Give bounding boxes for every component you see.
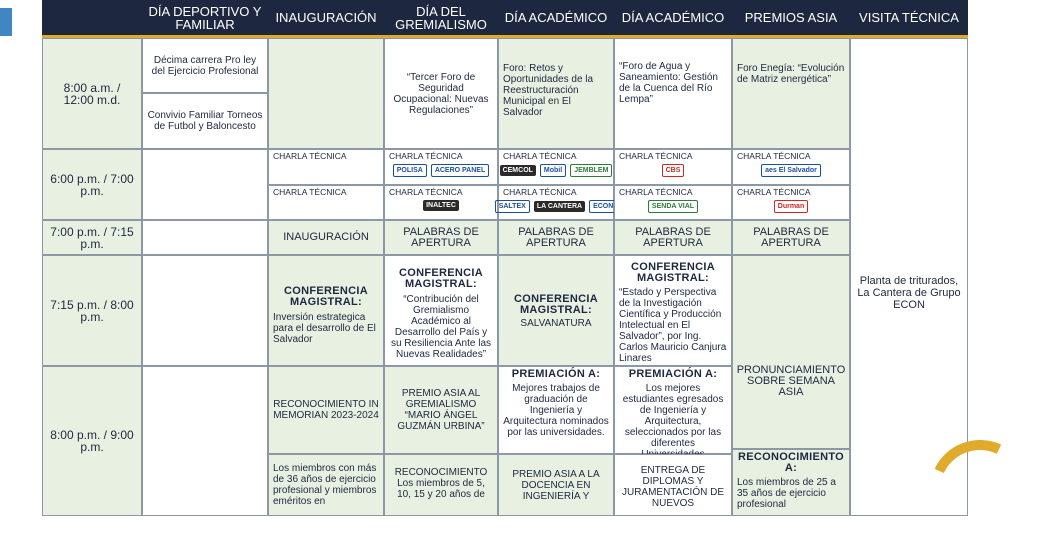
- mobil-logo: Mobil: [540, 164, 566, 177]
- jemblem-logo: JEMBLEM: [570, 164, 612, 177]
- academico2-premiacion-body: Los mejores estudiantes egresados de Ingeniería y Arquitectura, seleccionados por las diferentes: [622, 383, 724, 449]
- asia-charla-2: [732, 185, 850, 220]
- inauguracion-miembros: Los miembros con más de 36 años de ejercicio profesional y miembros eméritos en: [268, 454, 384, 516]
- gremialismo-recon-title: RECONOCIMIENTO: [394, 467, 488, 478]
- inaltec-logo: INALTEC: [423, 200, 459, 211]
- visita-tecnica-text: Planta de triturados, La Cantera de Grupo ECON: [857, 275, 961, 311]
- academico1-palabras: PALABRAS DE APERTURA: [498, 220, 614, 255]
- gremialismo-palabras: PALABRAS DE APERTURA: [384, 220, 498, 255]
- asia-foro: Foro Enegía: “Evolución de Matriz energética”: [732, 38, 850, 149]
- polisa-logo: POLISA: [393, 164, 427, 177]
- gremialismo-logos-2: [389, 200, 493, 211]
- academico1-foro: Foro: Retos y Oportunidades de la Reestructuración Municipal en El Salvador: [498, 38, 614, 149]
- la-cantera-logo: LA CANTERA: [534, 201, 585, 212]
- academico1-charla-1: [498, 149, 614, 185]
- header-time-column: [42, 0, 142, 35]
- inauguracion-empty: [268, 38, 384, 149]
- aes-logo: aes El Salvador: [761, 164, 821, 177]
- left-accent-bar: [0, 8, 12, 36]
- gremialismo-foro: “Tercer Foro de Seguridad Ocupacional: Nuevas Regulaciones”: [384, 38, 498, 149]
- header-dia-academico-2: DÍA ACADÉMICO: [621, 10, 725, 25]
- senda-vial-logo: SENDA VIAL: [648, 200, 698, 213]
- gremialismo-charla-1-label: CHARLA TÉCNICA: [389, 151, 463, 161]
- schedule-header: [42, 0, 968, 38]
- academico2-conf-title: CONFERENCIA MAGISTRAL:: [631, 261, 715, 284]
- asia-logos-1: [737, 164, 845, 177]
- inauguracion-title: INAUGURACIÓN: [268, 220, 384, 255]
- academico1-premio-docencia: PREMIO ASIA A LA DOCENCIA EN INGENIERÍA Y: [498, 454, 614, 516]
- academico1-conferencia: [498, 255, 614, 366]
- academico2-charla-2-label: CHARLA TÉCNICA: [619, 187, 693, 197]
- deportivo-empty-3: [142, 255, 268, 366]
- visita-tecnica-column: [850, 38, 968, 516]
- gremialismo-conf-title: CONFERENCIA MAGISTRAL:: [399, 267, 483, 290]
- academico2-conf-body: “Estado y Perspectiva de la Investigación Científica y Producción Intelectual en El Salvador”, por Ing. Carlos Mauricio Canjura Linares: [619, 287, 727, 364]
- deportivo-empty-2: [142, 220, 268, 255]
- asia-recon-title: RECONOCIMIENTO A:: [737, 451, 845, 474]
- header-dia-deportivo: DÍA DEPORTIVO Y FAMILIAR: [148, 3, 262, 32]
- asia-recon-body: Los miembros de 25 a 35 años de ejercicio profesional: [737, 477, 836, 510]
- academico2-diplomas: ENTREGA DE DIPLOMAS Y JURAMENTACIÓN DE NUEVOS: [614, 454, 732, 516]
- acero-panel-logo: ACERO PANEL: [431, 164, 489, 177]
- asia-charla-1-label: CHARLA TÉCNICA: [737, 151, 811, 161]
- academico2-palabras: PALABRAS DE APERTURA: [614, 220, 732, 255]
- deportivo-convivio: Convivio Familiar Torneos de Futbol y Baloncesto: [142, 93, 268, 149]
- asia-pronunciamiento: PRONUNCIAMIENTO SOBRE SEMANA ASIA: [732, 255, 850, 449]
- gremialismo-charla-1: [384, 149, 498, 185]
- academico2-premiacion-title: PREMIACIÓN A:: [628, 368, 718, 380]
- asia-charla-1: [732, 149, 850, 185]
- academico2-foro: “Foro de Agua y Saneamiento: Gestión de la Cuenca del Río Lempa”: [614, 38, 732, 149]
- gremialismo-charla-2: [384, 185, 498, 220]
- academico1-conf-body: SALVANATURA: [520, 318, 592, 329]
- inauguracion-memoriam: RECONOCIMIENTO IN MEMORIAN 2023-2024: [268, 366, 384, 454]
- academico1-logos-1: [503, 164, 609, 177]
- gremialismo-reconocimiento: [384, 454, 498, 516]
- header-dia-gremialismo: DÍA DEL GREMIALISMO: [395, 3, 487, 32]
- gremialismo-conf-body: “Contribución del Gremialismo Académico al Desarrollo del País y su Resiliencia Ante las Nuevas Realidades”: [390, 294, 492, 360]
- header-premios-asia: PREMIOS ASIA: [744, 10, 838, 25]
- academico2-premiacion: [614, 366, 732, 454]
- asia-logos-2: [737, 200, 845, 213]
- header-inauguracion: INAUGURACIÓN: [275, 10, 377, 25]
- time-slot-5: 8:00 p.m. / 9:00 p.m.: [42, 366, 142, 516]
- academico1-charla-1-label: CHARLA TÉCNICA: [503, 151, 577, 161]
- time-slot-4: 7:15 p.m. / 8:00 p.m.: [42, 255, 142, 366]
- academico2-conferencia: [614, 255, 732, 366]
- academico1-logos-2: [498, 200, 614, 213]
- gremialismo-conferencia: [384, 255, 498, 366]
- inauguracion-charla-2: CHARLA TÉCNICA: [268, 185, 384, 220]
- deportivo-carrera: Décima carrera Pro ley del Ejercicio Profesional: [142, 38, 268, 93]
- inauguracion-conf-title: CONFERENCIA MAGISTRAL:: [284, 285, 368, 308]
- econ-logo: ECON: [589, 200, 617, 213]
- academico2-charla-2: [614, 185, 732, 220]
- academico1-premiacion: [498, 366, 614, 454]
- inauguracion-conf-body: Inversión estrategica para el desarrollo de El Salvador: [273, 312, 376, 345]
- asia-charla-2-label: CHARLA TÉCNICA: [737, 187, 811, 197]
- deportivo-empty-1: [142, 149, 268, 220]
- time-slot-1: 8:00 a.m. / 12:00 m.d.: [42, 38, 142, 149]
- gremialismo-logos-1: [389, 164, 493, 177]
- schedule-grid: [42, 38, 968, 508]
- header-visita-tecnica: VISITA TÉCNICA: [859, 10, 959, 25]
- durman-logo: Durman: [774, 200, 808, 213]
- cbs-logo: CBS: [662, 164, 685, 177]
- academico1-premiacion-body: Mejores trabajos de graduación de Ingeniería y Arquitectura nominados por las universidades.: [503, 383, 609, 438]
- inauguracion-charla-1: CHARLA TÉCNICA: [268, 149, 384, 185]
- inauguracion-conferencia: [268, 255, 384, 366]
- academico1-conf-title: CONFERENCIA MAGISTRAL:: [514, 293, 598, 316]
- time-slot-3: 7:00 p.m. / 7:15 p.m.: [42, 220, 142, 255]
- academico1-charla-2-label: CHARLA TÉCNICA: [503, 187, 577, 197]
- academico2-charla-1-label: CHARLA TÉCNICA: [619, 151, 693, 161]
- gremialismo-recon-body: Los miembros de 5, 10, 15 y 20 años de: [397, 478, 485, 500]
- academico2-logos-1: [619, 164, 727, 177]
- header-dia-academico-1: DÍA ACADÉMICO: [504, 10, 608, 25]
- deportivo-empty-4: [142, 366, 268, 516]
- asia-reconocimiento: [732, 449, 850, 516]
- asia-palabras: PALABRAS DE APERTURA: [732, 220, 850, 255]
- academico1-premiacion-title: PREMIACIÓN A:: [511, 368, 601, 380]
- academico1-charla-2: [498, 185, 614, 220]
- cemcol-logo: CEMCOL: [500, 165, 536, 176]
- gremialismo-premio: PREMIO ASIA AL GREMIALISMO “MARIO ÁNGEL GUZMÁN URBINA”: [384, 366, 498, 454]
- gremialismo-charla-2-label: CHARLA TÉCNICA: [389, 187, 463, 197]
- time-slot-2: 6:00 p.m. / 7:00 p.m.: [42, 149, 142, 220]
- saltex-logo: SALTEX: [495, 200, 530, 213]
- academico2-charla-1: [614, 149, 732, 185]
- academico2-logos-2: [619, 200, 727, 213]
